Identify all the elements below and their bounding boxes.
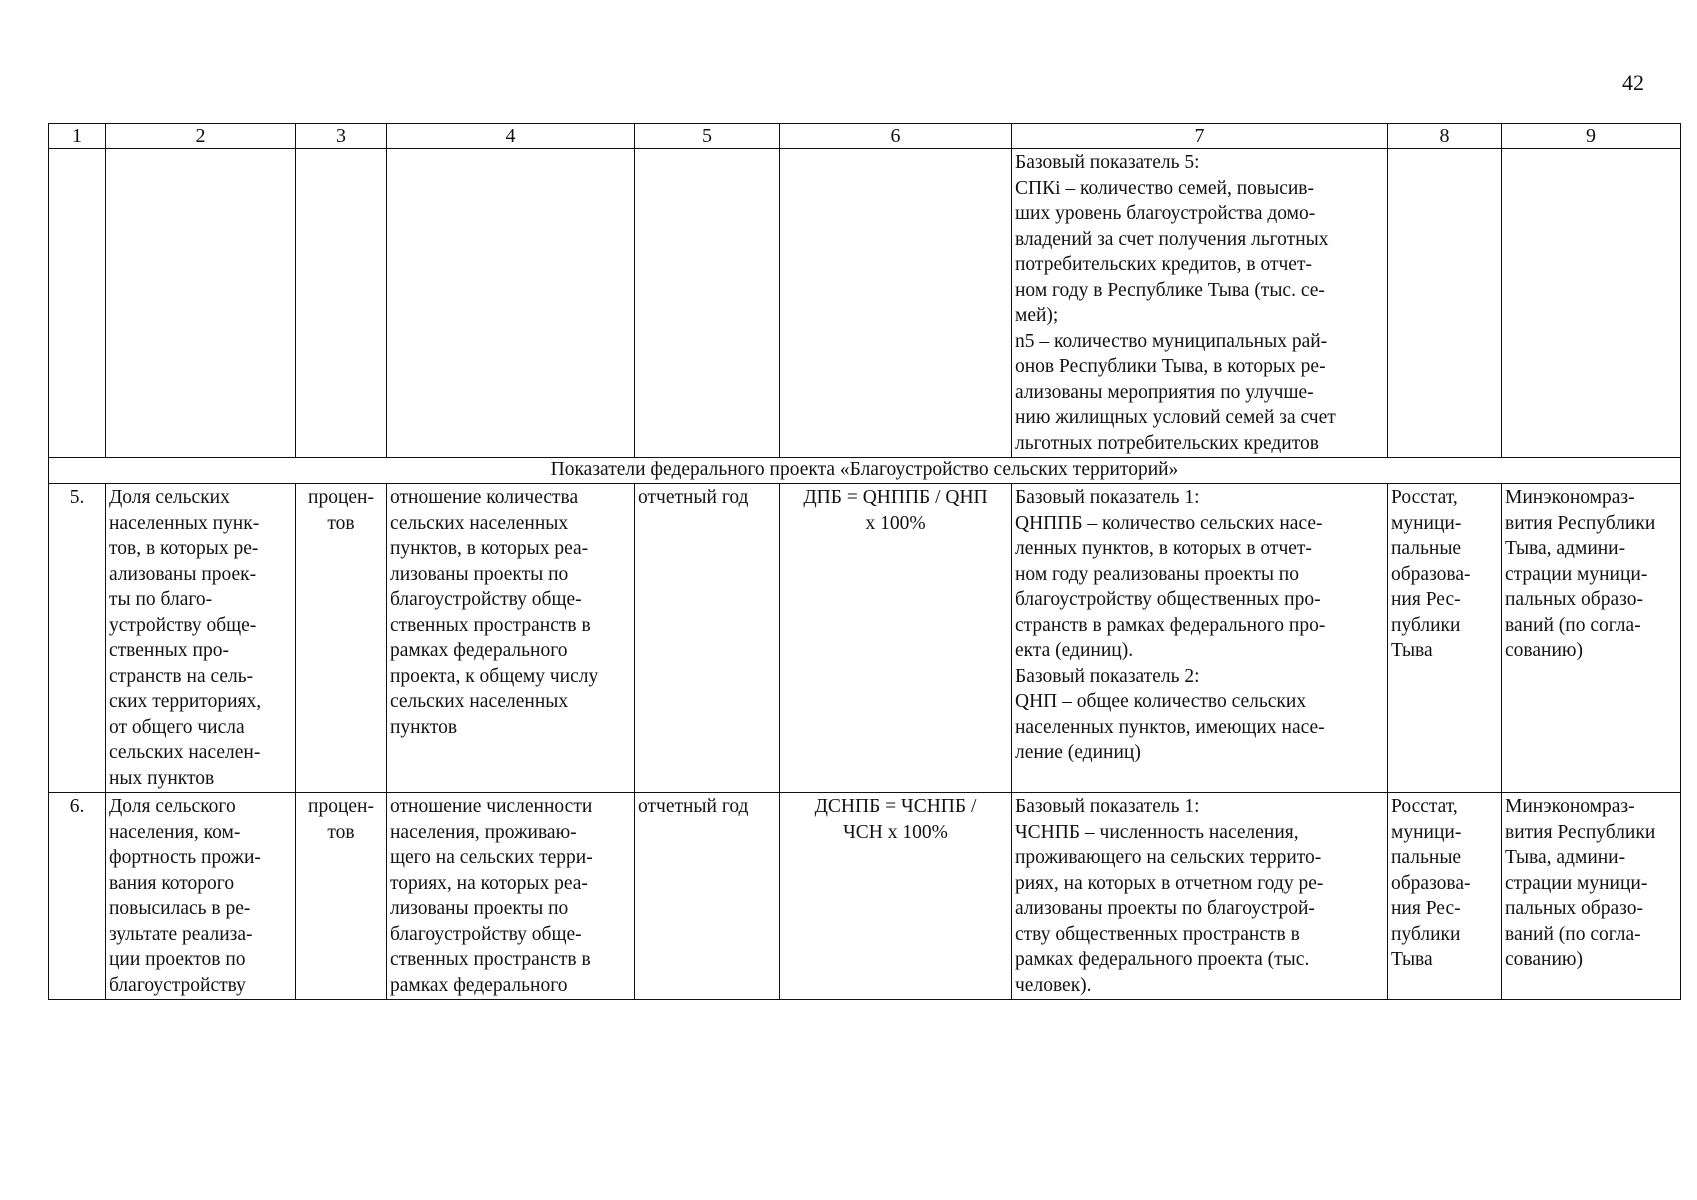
column-number-row	[49, 124, 1681, 149]
indicator-name: Доля сельских населенных пунк- тов, в которых ре- ализованы проек- ты по благо- устройству обще- ственных про- странств на сель- ских территориях, от общего числа сельских населен- ных пунктов	[106, 484, 296, 793]
column-header: 1	[49, 124, 106, 149]
formula-cell: ДСНПБ = ЧСНПБ / ЧСН x 100%	[780, 793, 1012, 1000]
empty-cell	[1502, 149, 1681, 458]
empty-cell	[1388, 149, 1502, 458]
empty-cell	[296, 149, 387, 458]
formula-cell: ДПБ = QНППБ / QНП x 100%	[780, 484, 1012, 793]
column-header: 4	[387, 124, 635, 149]
basic-indicator-cell: Базовый показатель 5: СПКi – количество семей, повысив- ших уровень благоустройства домо- владений за счет получения льготных потребительских кредитов, в отчет- ном году в Республике Тыва (тыс. се- мей); n5 – количество муниципальных рай- онов Республики Тыва, в которых ре- ализованы мероприятия по улучше- нию жилищных условий семей за счет льготных потребительских кредитов	[1012, 149, 1388, 458]
period-cell: отчетный год	[635, 793, 780, 1000]
responsible-cell: Минэкономраз- вития Республики Тыва, админи- страции муници- пальных образо- ваний (по согла- сованию)	[1502, 793, 1681, 1000]
unit-cell: процен- тов	[296, 793, 387, 1000]
column-header: 8	[1388, 124, 1502, 149]
table-row	[49, 484, 1681, 793]
empty-cell	[387, 149, 635, 458]
column-header: 2	[106, 124, 296, 149]
unit-cell: процен- тов	[296, 484, 387, 793]
empty-cell	[49, 149, 106, 458]
section-title: Показатели федерального проекта «Благоустройство сельских территорий»	[49, 458, 1681, 484]
row-number: 5.	[49, 484, 106, 793]
source-cell: Росстат, муници- пальные образова- ния Рес- публики Тыва	[1388, 484, 1502, 793]
column-header: 9	[1502, 124, 1681, 149]
empty-cell	[780, 149, 1012, 458]
indicators-table	[48, 123, 1681, 1000]
indicator-name: Доля сельского населения, ком- фортность прожи- вания которого повысилась в ре- зультате реализа- ции проектов по благоустройству	[106, 793, 296, 1000]
basic-indicator-cell: Базовый показатель 1: ЧСНПБ – численность населения, проживающего на сельских террито- риях, на которых в отчетном году ре- ализованы проекты по благоустрой- ству общественных пространств в рамках федерального проекта (тыс. человек).	[1012, 793, 1388, 1000]
column-header: 5	[635, 124, 780, 149]
definition-cell: отношение численности населения, проживаю- щего на сельских терри- ториях, на которых реа- лизованы проекты по благоустройству обще- ственных пространств в рамках федерального	[387, 793, 635, 1000]
responsible-cell: Минэкономраз- вития Республики Тыва, админи- страции муници- пальных образо- ваний (по согла- сованию)	[1502, 484, 1681, 793]
definition-cell: отношение количества сельских населенных пунктов, в которых реа- лизованы проекты по благоустройству обще- ственных пространств в рамках федерального проекта, к общему числу сельских населенных пунктов	[387, 484, 635, 793]
table-row	[49, 793, 1681, 1000]
page-number: 42	[1622, 70, 1644, 95]
continuation-row	[49, 149, 1681, 458]
basic-indicator-cell: Базовый показатель 1: QНППБ – количество сельских насе- ленных пунктов, в которых в отчет- ном году реализованы проекты по благоустройству общественных про- странств в рамках федерального про- екта (единиц). Базовый показатель 2: QНП – общее количество сельских населенных пунктов, имеющих насе- ление (единиц)	[1012, 484, 1388, 793]
column-header: 6	[780, 124, 1012, 149]
empty-cell	[635, 149, 780, 458]
row-number: 6.	[49, 793, 106, 1000]
column-header: 3	[296, 124, 387, 149]
column-header: 7	[1012, 124, 1388, 149]
section-row	[49, 458, 1681, 484]
source-cell: Росстат, муници- пальные образова- ния Рес- публики Тыва	[1388, 793, 1502, 1000]
empty-cell	[106, 149, 296, 458]
period-cell: отчетный год	[635, 484, 780, 793]
